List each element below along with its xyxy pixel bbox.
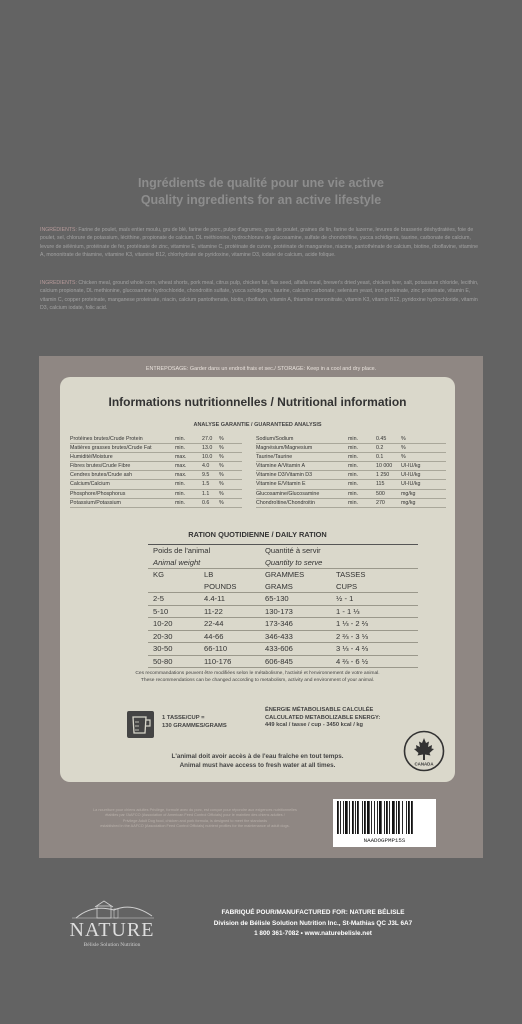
nutrient-qualifier: max. bbox=[175, 453, 202, 462]
ration-row bbox=[148, 655, 418, 668]
ration-kg: 5-10 bbox=[148, 605, 199, 618]
nutrient-name: Protéines brutes/Crude Protein bbox=[70, 435, 175, 444]
analysis-right-row bbox=[256, 498, 446, 507]
nutrient-unit: % bbox=[401, 444, 446, 453]
ingredients-english-label: INGREDIENTS: bbox=[40, 280, 77, 286]
measuring-cup-icon bbox=[127, 711, 154, 738]
nutrient-name: Calcium/Calcium bbox=[70, 480, 175, 489]
nutrient-value: 500 bbox=[376, 489, 401, 498]
nutrient-value: 27.0 bbox=[202, 435, 219, 444]
nutrient-name: Magnésium/Magnesium bbox=[256, 444, 348, 453]
logo-word: NATURE bbox=[69, 919, 155, 941]
analysis-table-left bbox=[70, 435, 242, 508]
energy-value: 449 kcal / tasse / cup - 3450 kcal / kg bbox=[265, 722, 364, 728]
nutrient-value: 9.5 bbox=[202, 471, 219, 480]
nutrient-value: 1.5 bbox=[202, 480, 219, 489]
recommendation-note bbox=[60, 671, 455, 684]
ration-col-grams: GRAMS bbox=[260, 581, 331, 593]
nutrient-unit: UI-IU/kg bbox=[401, 480, 446, 489]
ration-grams: 130-173 bbox=[260, 605, 331, 618]
ration-row bbox=[148, 630, 418, 643]
daily-ration-title: RATION QUOTIDIENNE / DAILY RATION bbox=[188, 530, 327, 539]
ration-kg: 50-80 bbox=[148, 655, 199, 668]
ration-grams: 173-346 bbox=[260, 618, 331, 631]
nutrient-unit: UI-IU/kg bbox=[401, 462, 446, 471]
analysis-left-row bbox=[70, 489, 242, 498]
storage-note: ENTREPOSAGE: Garder dans un endroit frais et sec./ STORAGE: Keep in a cool and dry place. bbox=[145, 366, 377, 372]
nutrient-name: Phosphore/Phosphorus bbox=[70, 489, 175, 498]
manufacturer-info bbox=[150, 908, 476, 940]
ration-cups: ½ - 1 bbox=[331, 593, 418, 606]
ration-cups: 4 ⅔ - 6 ½ bbox=[331, 655, 418, 668]
analysis-table-right bbox=[256, 435, 446, 508]
analysis-right-row bbox=[256, 480, 446, 489]
ration-lb: 110-176 bbox=[199, 655, 260, 668]
cup-measure bbox=[162, 714, 227, 730]
guaranteed-analysis-title: ANALYSE GARANTIE / GUARANTEED ANALYSIS bbox=[193, 422, 322, 428]
ingredients-french-text: Farine de poulet, maïs entier moulu, gru de blé, farine de porc, pulpe d'agrumes, gras de poulet, graines de lin, farine de luzerne, levures de brasserie déshydratées, foie de poulet, sel, chlorure de potassium, lécithine, propionate de calcium, DL méthionine, hydrochlorure de glucosamine, sulfate de chondroïtine, yucca schidigera, taurine, carbonate de calcium, levure de sélénium, protéinate de fer, protéinate de zinc, vitamine E, vitamine C, protéinate de cuivre, protéinate de manganèse, niacine, pantothénate de calcium, biotine, riboflavine, vitamine A, mononitrate de thiamine, vitamine K3, vitamine B12, chlorhydrate de pyridoxine, vitamine D3, iodate de calcium, acide folique. bbox=[40, 227, 479, 259]
ration-col-kg: KG bbox=[153, 570, 164, 579]
ingredients-french-label: INGRÉDIENTS: bbox=[40, 227, 77, 233]
ration-col-pounds: POUNDS bbox=[199, 581, 260, 593]
nutrient-qualifier: min. bbox=[175, 489, 202, 498]
ration-header-quantity-en: Quantity to serve bbox=[260, 557, 418, 569]
aafco-line: La nourriture pour chiens adultes Privilège, formulé avec du porc, est conçue pour répondre aux exigences nutritionnelles bbox=[93, 808, 297, 812]
title-french: Ingrédients de qualité pour une vie active bbox=[138, 176, 384, 190]
nutrient-unit: mg/kg bbox=[401, 498, 446, 507]
energy-english: CALCULATED METABOLIZABLE ENERGY: bbox=[265, 714, 381, 721]
nutrient-value: 1.1 bbox=[202, 489, 219, 498]
ration-grams: 606-845 bbox=[260, 655, 331, 668]
nutrient-qualifier: min. bbox=[348, 498, 376, 507]
nutrient-value: 0.6 bbox=[202, 498, 219, 507]
nutrient-unit: % bbox=[219, 498, 242, 507]
cup-measure-line1: 1 TASSE/CUP = bbox=[162, 715, 205, 721]
ration-row bbox=[148, 605, 418, 618]
energy-french: ÉNERGIE MÉTABOLISABLE CALCULÉE bbox=[265, 707, 374, 713]
ration-kg: 20-30 bbox=[148, 630, 199, 643]
analysis-right-row bbox=[256, 444, 446, 453]
ration-grams: 433-606 bbox=[260, 643, 331, 656]
ration-header-weight-en: Animal weight bbox=[148, 557, 260, 569]
nutrient-qualifier: min. bbox=[175, 435, 202, 444]
ration-cups: 1 ⅓ - 2 ⅔ bbox=[331, 618, 418, 631]
ration-col-cups: CUPS bbox=[331, 581, 418, 593]
ration-col-kg-en bbox=[148, 581, 199, 593]
nutrient-name: Chondroïtine/Chondroitin bbox=[256, 498, 348, 507]
nutrient-name: Vitamine D3/Vitamin D3 bbox=[256, 471, 348, 480]
nutrient-value: 10 000 bbox=[376, 462, 401, 471]
ration-lb: 44-66 bbox=[199, 630, 260, 643]
ration-cups: 1 - 1 ⅓ bbox=[331, 605, 418, 618]
ration-lb: 22-44 bbox=[199, 618, 260, 631]
manufacturer-line3: 1 800 361-7082 • www.naturebelisle.net bbox=[254, 930, 372, 938]
ration-kg: 10-20 bbox=[148, 618, 199, 631]
logo-subtitle: Bélisle Solution Nutrition bbox=[83, 942, 141, 948]
nutrient-unit: UI-IU/kg bbox=[401, 471, 446, 480]
ration-kg: 2-5 bbox=[148, 593, 199, 606]
aafco-statement bbox=[60, 808, 330, 830]
ration-grams: 346-433 bbox=[260, 630, 331, 643]
daily-ration-table bbox=[148, 544, 418, 668]
nutrient-name: Potassium/Potassium bbox=[70, 498, 175, 507]
title-english: Quality ingredients for an active lifestyle bbox=[140, 193, 382, 207]
ration-grams: 65-130 bbox=[260, 593, 331, 606]
nutrient-unit: % bbox=[401, 453, 446, 462]
nutrient-unit: % bbox=[219, 471, 242, 480]
nutrient-name: Cendres brutes/Crude ash bbox=[70, 471, 175, 480]
water-english: Animal must have access to fresh water at all times. bbox=[179, 762, 336, 769]
manufacturer-line1: FABRIQUÉ POUR/MANUFACTURED FOR: NATURE BÉLISLE bbox=[221, 909, 405, 916]
nutrient-value: 1 250 bbox=[376, 471, 401, 480]
nutrient-name: Sodium/Sodium bbox=[256, 435, 348, 444]
nutrient-qualifier: min. bbox=[175, 498, 202, 507]
manufacturer-line2: Division de Bélisle Solution Nutrition Inc., St-Mathias QC J3L 6A7 bbox=[213, 919, 413, 927]
nutrient-qualifier: min. bbox=[348, 462, 376, 471]
nutrient-value: 4.0 bbox=[202, 462, 219, 471]
barcode-bars-icon bbox=[336, 801, 433, 834]
analysis-right-row bbox=[256, 489, 446, 498]
water-french: L'animal doit avoir accès à de l'eau fraîche en tout temps. bbox=[171, 753, 344, 760]
analysis-left-row bbox=[70, 453, 242, 462]
analysis-left-row bbox=[70, 435, 242, 444]
nutrient-qualifier: min. bbox=[348, 480, 376, 489]
ration-lb: 4.4-11 bbox=[199, 593, 260, 606]
nutrient-unit: % bbox=[401, 435, 446, 444]
nutrient-qualifier: min. bbox=[348, 435, 376, 444]
nutrient-qualifier: min. bbox=[348, 453, 376, 462]
nutrient-name: Fibres brutes/Crude Fibre bbox=[70, 462, 175, 471]
nutrient-name: Vitamine E/Vitamin E bbox=[256, 480, 348, 489]
nutrient-value: 115 bbox=[376, 480, 401, 489]
nutrient-unit: % bbox=[219, 453, 242, 462]
nutrient-qualifier: min. bbox=[175, 444, 202, 453]
canada-label: CANADA bbox=[414, 761, 434, 767]
nutrient-unit: % bbox=[219, 462, 242, 471]
nutrient-unit: % bbox=[219, 444, 242, 453]
nutrient-value: 13.0 bbox=[202, 444, 219, 453]
nutrient-value: 0.2 bbox=[376, 444, 401, 453]
analysis-left-row bbox=[70, 444, 242, 453]
recommendation-english: These recommendations can be changed according to metabolism, activity and environment of your animal. bbox=[140, 677, 375, 683]
ration-row bbox=[148, 593, 418, 606]
analysis-left-row bbox=[70, 480, 242, 489]
nutrient-qualifier: min. bbox=[348, 444, 376, 453]
nutrient-unit: % bbox=[219, 489, 242, 498]
nutrient-name: Vitamine A/Vitamin A bbox=[256, 462, 348, 471]
analysis-left-row bbox=[70, 462, 242, 471]
ration-row bbox=[148, 618, 418, 631]
nutrient-qualifier: min. bbox=[348, 471, 376, 480]
nutrient-qualifier: min. bbox=[348, 489, 376, 498]
ingredients-english-text: Chicken meal, ground whole corn, wheat shorts, pork meal, citrus pulp, chicken fat, flax seed, alfalfa meal, brewer's dried yeast, chicken liver, salt, potassium chloride, lecithin, calcium propionate, DL methionine, glucosamine hydrochloride, chondroitin sulfate, yucca schidigera, taurine, calcium carbonate, selenium yeast, iron proteinate, zinc proteinate, vitamin E, vitamin C, copper proteinate, manganese proteinate, niacin, calcium pantothenate, biotin, riboflavin, vitamin A, thiamine mononitrate, vitamin K3, vitamin B12, pyridoxine hydrochloride, vitamin D3, calcium iodate, folic acid. bbox=[40, 280, 479, 312]
ration-header-weight-fr: Poids de l'animal bbox=[148, 545, 260, 557]
ration-row bbox=[148, 643, 418, 656]
analysis-right-row bbox=[256, 471, 446, 480]
ration-cups: 3 ⅓ - 4 ⅔ bbox=[331, 643, 418, 656]
ingredients-english bbox=[40, 279, 482, 313]
nutrient-value: 0.45 bbox=[376, 435, 401, 444]
ration-lb: 66-110 bbox=[199, 643, 260, 656]
nutrient-qualifier: max. bbox=[175, 471, 202, 480]
nutrient-unit: % bbox=[219, 480, 242, 489]
water-note bbox=[60, 752, 455, 770]
nutrient-unit: % bbox=[219, 435, 242, 444]
nutrient-name: Glucosamine/Glucosamine bbox=[256, 489, 348, 498]
aafco-line: Privilege Adult Dog food, chicken and pork formula, is designed to meet the standards bbox=[122, 818, 268, 823]
nutrient-unit: mg/kg bbox=[401, 489, 446, 498]
nutrient-value: 270 bbox=[376, 498, 401, 507]
analysis-right-row bbox=[256, 453, 446, 462]
aafco-line: established in the AAFCO (Association Feed Control Officials) nutrient profiles for the maintenance of adult dogs. bbox=[100, 824, 290, 829]
ration-col-tasses: TASSES bbox=[336, 570, 366, 579]
ingredients-french bbox=[40, 226, 482, 260]
ration-kg: 30-50 bbox=[148, 643, 199, 656]
ration-col-lb: LB bbox=[204, 570, 214, 579]
nutrient-qualifier: max. bbox=[175, 462, 202, 471]
nutrient-qualifier: min. bbox=[175, 480, 202, 489]
cup-measure-line2: 130 GRAMMES/GRAMS bbox=[162, 723, 227, 729]
barcode-text: NAADOGPMP15S bbox=[363, 837, 406, 844]
ration-lb: 11-22 bbox=[199, 605, 260, 618]
analysis-left-row bbox=[70, 498, 242, 507]
nutrient-value: 10.0 bbox=[202, 453, 219, 462]
ration-col-grammes: GRAMMES bbox=[265, 570, 305, 579]
aafco-line: établies par l'AAFCO (Association of American Feed Control Officials) pour le maintien des chiens adultes / bbox=[105, 813, 285, 818]
ration-header-quantity-fr: Quantité à servir bbox=[260, 545, 418, 557]
nutrient-name: Taurine/Taurine bbox=[256, 453, 348, 462]
analysis-right-row bbox=[256, 462, 446, 471]
analysis-right-row bbox=[256, 435, 446, 444]
nutrient-name: Humidité/Moisture bbox=[70, 453, 175, 462]
nutrient-name: Matières grasses brutes/Crude Fat bbox=[70, 444, 175, 453]
analysis-left-row bbox=[70, 471, 242, 480]
recommendation-french: Ces recommandations peuvent être modifiées selon le métabolisme, l'activité et l'environnement de votre animal. bbox=[135, 671, 380, 676]
ration-cups: 2 ⅔ - 3 ⅓ bbox=[331, 630, 418, 643]
metabolizable-energy bbox=[265, 707, 380, 730]
nutrient-value: 0.1 bbox=[376, 453, 401, 462]
nutrition-title: Informations nutritionnelles / Nutritional information bbox=[108, 395, 407, 409]
